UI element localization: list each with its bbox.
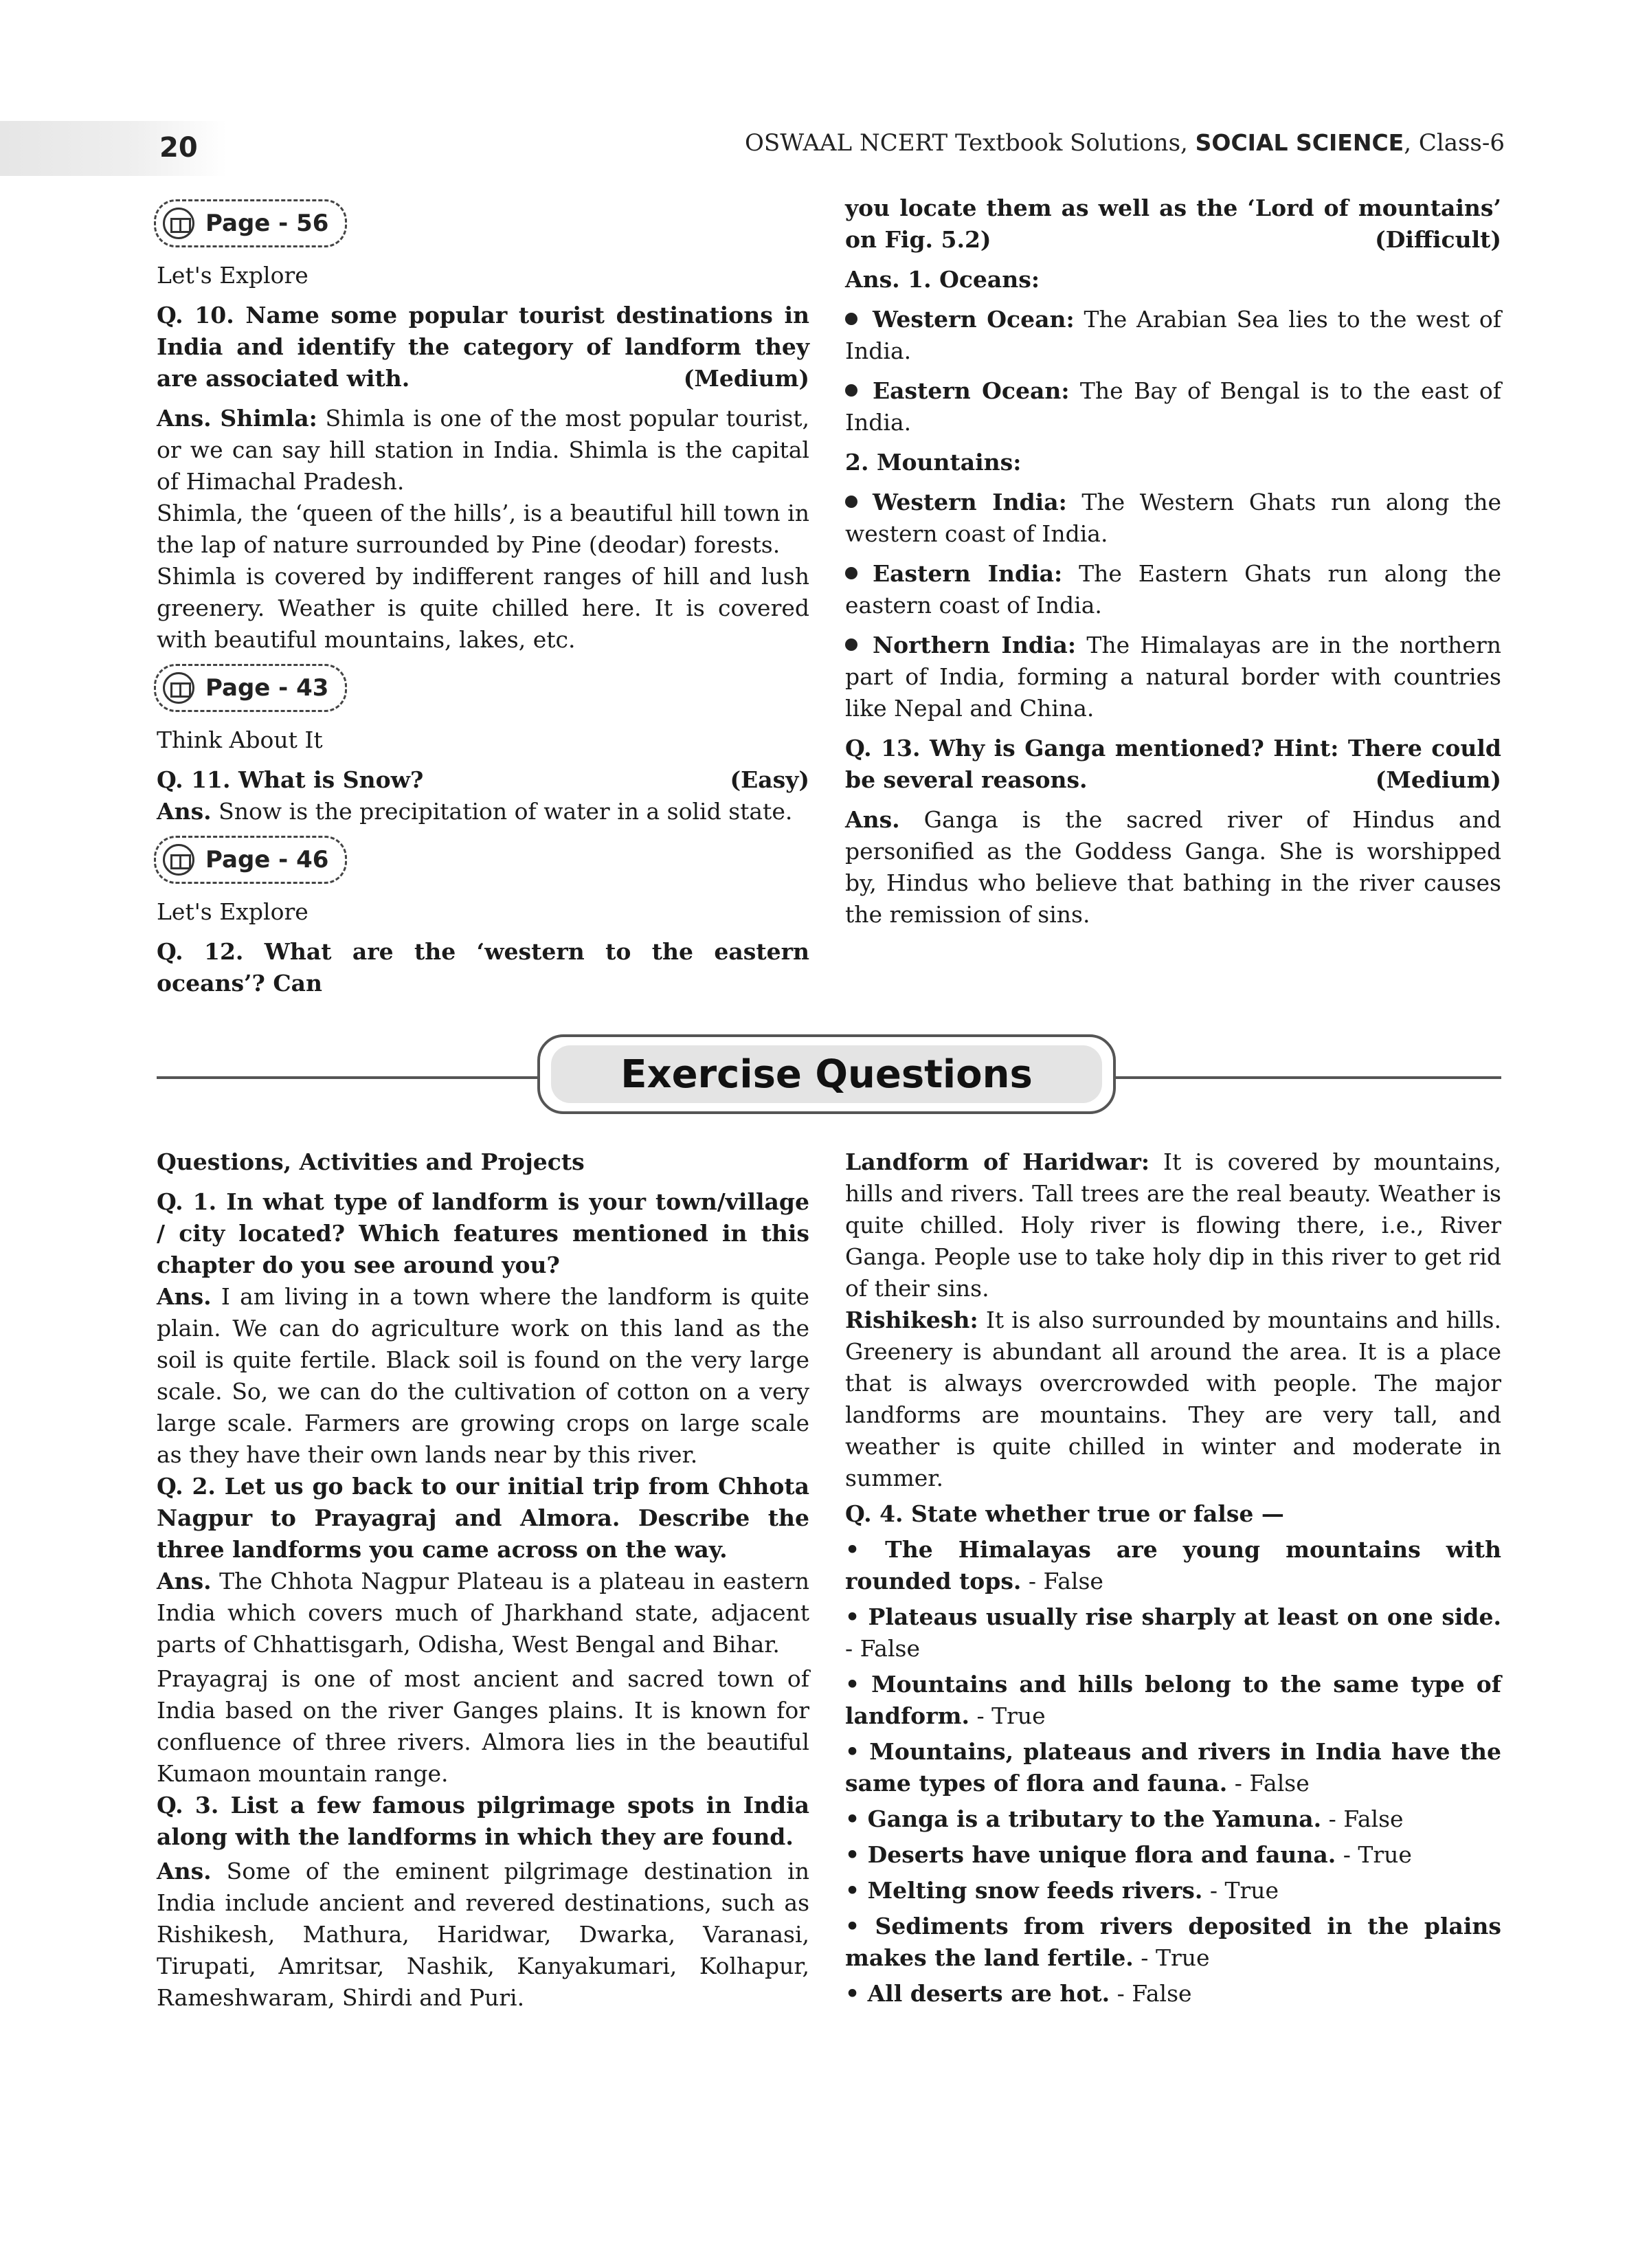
bullet-text: The Arabian Sea lies to the west of India. <box>845 306 1501 364</box>
haridwar-para <box>845 1146 1501 1304</box>
answer-2-para-2: Prayagraj is one of most ancient and sacred town of India based on the river Ganges plains. It is known for confluence of three rivers. Almora lies in the beautiful Kumaon mountain range. <box>157 1665 809 1787</box>
question-4: Q. 4. State whether true or false — <box>845 1500 1284 1527</box>
bullet-text: The Bay of Bengal is to the east of India. <box>845 377 1501 436</box>
left-column-bottom <box>157 1146 809 2022</box>
answer-text: I am living in a town where the landform is quite plain. We can do agriculture work on this land as the soil is quite fertile. Black soil is found on the very large scale. So, we can do the cultivation of cotton on a very large scale. Farmers are growing crops on large scale as they have their own lands near by this river. <box>157 1283 809 1468</box>
right-column-bottom <box>845 1146 1501 2014</box>
list-item <box>845 1978 1501 2010</box>
statement-text: • Ganga is a tributary to the Yamuna. <box>845 1805 1322 1832</box>
bullet-label: Western India: <box>873 489 1067 515</box>
statement-answer: - False <box>845 1635 920 1662</box>
para-label: Landform of Haridwar: <box>845 1148 1150 1175</box>
statement-text: • Melting snow feeds rivers. <box>845 1877 1203 1904</box>
answer-text: Snow is the precipitation of water in a solid state. <box>218 798 793 825</box>
bullet-northern-india <box>845 630 1501 724</box>
question-text: you locate them as well as the ‘Lord of mountains’ on Fig. 5.2) <box>845 194 1501 253</box>
exercise-title: Exercise Questions <box>551 1045 1102 1103</box>
answer-text: Some of the eminent pilgrimage destination in India include ancient and revered destinations, such as Rishikesh, Mathura, Haridwar, Dwarka, Varanasi, Tirupati, Amritsar, Nashik, Kanyakumari, Kolhapur, Rameshwaram, Shirdi and Puri. <box>157 1858 809 2011</box>
question-3: Q. 3. List a few famous pilgrimage spots in India along with the landforms in which they are found. <box>157 1792 809 1850</box>
list-item <box>845 1534 1501 1597</box>
exercise-banner <box>537 1034 1116 1114</box>
answer-label: Ans. <box>157 1858 212 1885</box>
running-header <box>745 129 1505 157</box>
statement-text: • Plateaus usually rise sharply at least on one side. <box>845 1603 1501 1630</box>
statement-answer: - True <box>1202 1877 1279 1904</box>
answer-text: Shimla is one of the most popular tourist, or we can say hill station in India. Shimla is the capital of Himachal Pradesh. <box>157 405 810 495</box>
statement-text: • The Himalayas are young mountains with rounded tops. <box>845 1536 1501 1594</box>
bullet-eastern-india <box>845 558 1501 621</box>
page-ref-label: Page - 56 <box>205 210 329 237</box>
difficulty-tag: (Medium) <box>1375 766 1501 793</box>
bullet-label: Eastern Ocean: <box>873 377 1070 404</box>
left-column-top <box>157 199 809 1008</box>
page-number: 20 <box>159 132 198 164</box>
list-item <box>845 1601 1501 1665</box>
list-item <box>845 1875 1501 1906</box>
difficulty-tag: (Difficult) <box>1375 226 1501 253</box>
difficulty-tag: (Medium) <box>683 365 809 392</box>
answer-label: Ans. Shimla: <box>157 405 317 432</box>
question-11 <box>157 764 809 796</box>
page-ref-label: Page - 43 <box>205 674 329 702</box>
bullet-icon <box>845 567 857 579</box>
question-text: Q. 11. What is Snow? <box>157 766 424 793</box>
mountains-heading: 2. Mountains: <box>845 449 1022 476</box>
right-column-top <box>845 192 1501 939</box>
difficulty-tag: (Easy) <box>730 766 809 793</box>
statement-text: • Deserts have unique flora and fauna. <box>845 1841 1336 1868</box>
answer-text: The Chhota Nagpur Plateau is a plateau in eastern India which covers much of Jharkhand state, adjacent parts of Chhattisgarh, Odisha, West Bengal and Bihar. <box>157 1568 809 1658</box>
page-ref-46 <box>154 836 347 884</box>
running-title-suffix: , Class-6 <box>1404 129 1505 157</box>
statement-text: • All deserts are hot. <box>845 1980 1110 2007</box>
running-title-subject: SOCIAL SCIENCE <box>1195 129 1404 156</box>
book-icon <box>163 844 194 876</box>
bullet-label: Eastern India: <box>873 560 1063 587</box>
bullet-text: The Himalayas are in the northern part of India, forming a natural border with countries like Nepal and China. <box>845 632 1501 722</box>
answer-11 <box>157 796 809 827</box>
statement-answer: - False <box>1110 1980 1192 2007</box>
answer-label: Ans. <box>157 1283 212 1310</box>
statement-answer: - True <box>1133 1944 1210 1971</box>
page-ref-43 <box>154 664 347 712</box>
list-item <box>845 1669 1501 1732</box>
bullet-eastern-ocean <box>845 375 1501 438</box>
book-icon <box>163 672 194 704</box>
statement-answer: - True <box>969 1702 1046 1729</box>
para-text: It is covered by mountains, hills and rivers. Tall trees are the real beauty. Weather is quite chilled. Holy river is flowing there, i.e., River Ganga. People use to take holy dip in this river to get rid of their sins. <box>845 1148 1501 1302</box>
page-ref-label: Page - 46 <box>205 846 329 874</box>
question-12-cont <box>845 192 1501 256</box>
para-label: Rishikesh: <box>845 1307 978 1333</box>
bullet-icon <box>845 313 857 325</box>
answer-1 <box>157 1281 809 1471</box>
list-item <box>845 1803 1501 1835</box>
statement-text: • Mountains and hills belong to the same type of landform. <box>845 1671 1501 1729</box>
bullet-icon <box>845 496 857 508</box>
question-text: Q. 13. Why is Ganga mentioned? Hint: There could be several reasons. <box>845 735 1501 793</box>
answer-label: Ans. <box>845 806 900 833</box>
statement-text: • Mountains, plateaus and rivers in India have the same types of flora and fauna. <box>845 1738 1501 1797</box>
question-text: Q. 10. Name some popular tourist destinations in India and identify the category of landform they are associated with. <box>157 302 809 392</box>
answer-3 <box>157 1856 809 2014</box>
subheading: Think About It <box>157 726 323 753</box>
statement-answer: - True <box>1336 1841 1412 1868</box>
answer-10 <box>157 403 809 498</box>
answer-13 <box>845 804 1501 931</box>
true-false-list <box>845 1534 1501 2010</box>
answer-text: Ganga is the sacred river of Hindus and personified as the Goddess Ganga. She is worshipped by, Hindus who believe that bathing in the river causes the remission of sins. <box>845 806 1501 928</box>
para-text: It is also surrounded by mountains and hills. Greenery is abundant all around the area. It is a place that is always overcrowded with people. The major landforms are mountains. They are very tall, and weather is quite chilled in winter and moderate in summer. <box>845 1307 1501 1491</box>
bullet-western-ocean <box>845 304 1501 367</box>
subheading: Let's Explore <box>157 262 309 289</box>
answer-10-para-3: Shimla is covered by indifferent ranges of hill and lush greenery. Weather is quite chilled here. It is covered with beautiful mountains, lakes, etc. <box>157 563 809 653</box>
statement-answer: - False <box>1021 1568 1103 1594</box>
book-icon <box>163 208 194 239</box>
answer-label: Ans. <box>157 798 212 825</box>
divider-line-left <box>157 1076 541 1079</box>
answer-10-para-2: Shimla, the ‘queen of the hills’, is a beautiful hill town in the lap of nature surrounded by Pine (deodar) forests. <box>157 500 809 558</box>
divider-line-right <box>1113 1076 1501 1079</box>
list-item <box>845 1911 1501 1974</box>
bullet-text: The Western Ghats run along the western coast of India. <box>845 489 1501 547</box>
bullet-icon <box>845 638 857 651</box>
bullet-label: Northern India: <box>873 632 1077 658</box>
bullet-label: Western Ocean: <box>873 306 1075 333</box>
question-12-start: Q. 12. What are the ‘western to the eastern oceans’? Can <box>157 938 809 997</box>
subheading: Let's Explore <box>157 898 309 925</box>
statement-answer: - False <box>1321 1805 1404 1832</box>
rishikesh-para <box>845 1304 1501 1494</box>
list-item <box>845 1839 1501 1871</box>
bullet-western-india <box>845 487 1501 550</box>
answer-label: Ans. <box>157 1568 212 1594</box>
bullet-text: The Eastern Ghats run along the eastern coast of India. <box>845 560 1501 619</box>
question-13 <box>845 733 1501 796</box>
statement-text: • Sediments from rivers deposited in the plains makes the land fertile. <box>845 1913 1501 1971</box>
question-1: Q. 1. In what type of landform is your town/village / city located? Which features mentioned in this chapter do you see around you? <box>157 1188 809 1278</box>
question-2: Q. 2. Let us go back to our initial trip from Chhota Nagpur to Prayagraj and Almora. Describe the three landforms you came across on the way. <box>157 1473 809 1563</box>
page-ref-56 <box>154 199 347 247</box>
statement-answer: - False <box>1227 1770 1310 1797</box>
answer-12-heading: Ans. 1. Oceans: <box>845 266 1040 293</box>
question-10 <box>157 300 809 394</box>
section-title: Questions, Activities and Projects <box>157 1148 585 1175</box>
running-title-prefix: OSWAAL NCERT Textbook Solutions, <box>745 129 1196 157</box>
bullet-icon <box>845 384 857 397</box>
list-item <box>845 1736 1501 1799</box>
answer-2 <box>157 1566 809 1660</box>
